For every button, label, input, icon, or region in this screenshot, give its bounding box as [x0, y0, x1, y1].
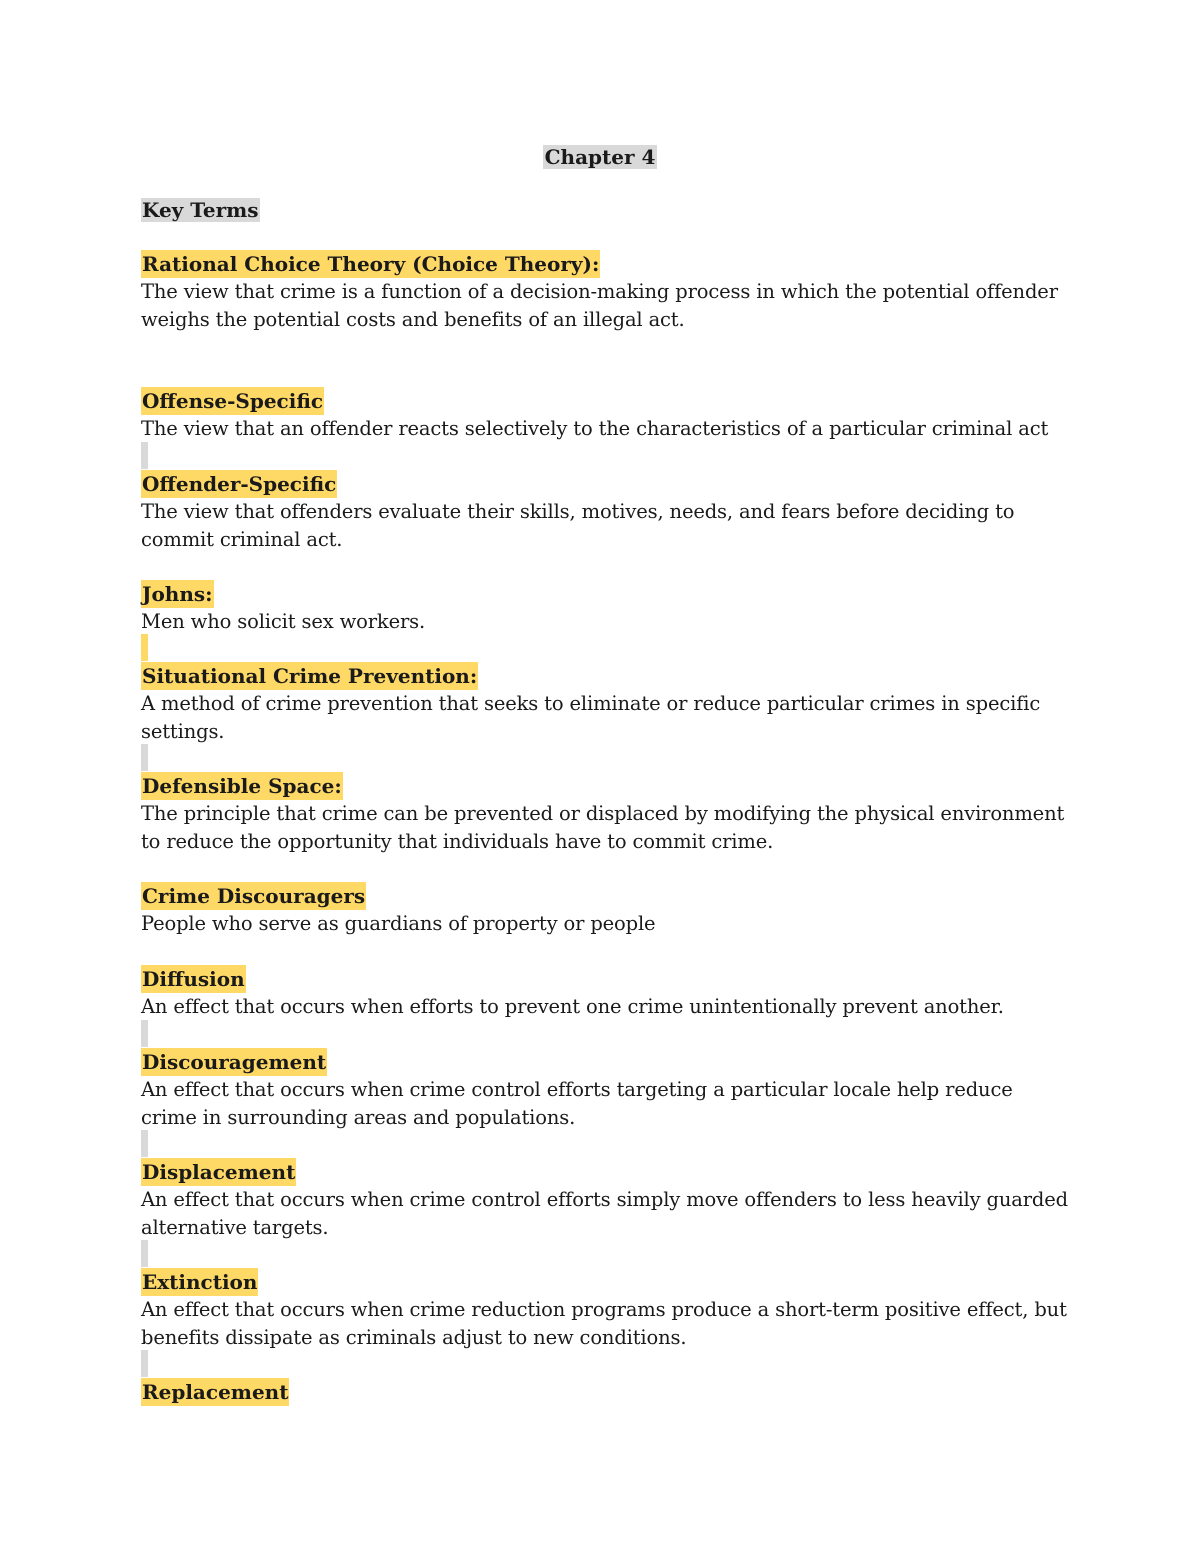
term-definition: The view that crime is a function of a decision-making process in which the potential offender weighs the potential costs and benefits of an illegal act. [141, 280, 1058, 331]
term-crime-discouragers [141, 882, 1071, 938]
paragraph-marker [141, 744, 148, 771]
term-definition: An effect that occurs when efforts to prevent one crime unintentionally prevent another. [141, 995, 1004, 1018]
term-displacement [141, 1158, 1071, 1241]
term-situational-crime-prevention [141, 662, 1071, 745]
term-definition: An effect that occurs when crime control efforts simply move offenders to less heavily guarded alternative targets. [141, 1188, 1068, 1239]
term-extinction [141, 1268, 1071, 1351]
paragraph-marker [141, 1240, 148, 1267]
term-definition: The view that an offender reacts selectively to the characteristics of a particular criminal act [141, 417, 1049, 440]
term-definition: A method of crime prevention that seeks to eliminate or reduce particular crimes in specific settings. [141, 692, 1041, 743]
term-johns [141, 580, 1071, 636]
section-heading [141, 196, 260, 224]
term-definition: People who serve as guardians of property or people [141, 912, 656, 935]
term-label: Crime Discouragers [142, 884, 366, 908]
term-label: Offender-Specific [142, 472, 337, 496]
term-offender-specific [141, 470, 1071, 553]
paragraph-marker [141, 442, 148, 469]
term-label: Displacement [142, 1160, 296, 1184]
paragraph-marker [141, 1130, 148, 1157]
term-label: Diffusion [142, 967, 245, 991]
section-heading-text: Key Terms [142, 198, 259, 222]
term-definition: The principle that crime can be prevented or displaced by modifying the physical environment to reduce the opportunity that individuals have to commit crime. [141, 802, 1065, 853]
term-label: Johns: [142, 582, 213, 606]
term-label: Situational Crime Prevention: [142, 664, 478, 688]
term-defensible-space [141, 772, 1071, 855]
page-title [0, 143, 1200, 171]
paragraph-marker [141, 634, 148, 661]
term-discouragement [141, 1048, 1071, 1131]
page-title-text: Chapter 4 [544, 145, 656, 169]
paragraph-marker [141, 1020, 148, 1047]
term-label: Extinction [142, 1270, 258, 1294]
term-label: Rational Choice Theory (Choice Theory): [142, 252, 600, 276]
term-definition: The view that offenders evaluate their skills, motives, needs, and fears before deciding to commit criminal act. [141, 500, 1015, 551]
term-label: Offense-Specific [142, 389, 324, 413]
term-definition: Men who solicit sex workers. [141, 610, 426, 633]
term-definition: An effect that occurs when crime control efforts targeting a particular locale help reduce crime in surrounding areas and populations. [141, 1078, 1013, 1129]
term-label: Discouragement [142, 1050, 327, 1074]
term-definition: An effect that occurs when crime reduction programs produce a short-term positive effect, but benefits dissipate as criminals adjust to new conditions. [141, 1298, 1067, 1349]
term-label: Defensible Space: [142, 774, 342, 798]
paragraph-marker [141, 1350, 148, 1377]
term-diffusion [141, 965, 1071, 1021]
term-rational-choice-theory [141, 250, 1071, 333]
term-replacement [141, 1378, 1071, 1406]
term-offense-specific [141, 387, 1071, 443]
term-label: Replacement [142, 1380, 289, 1404]
